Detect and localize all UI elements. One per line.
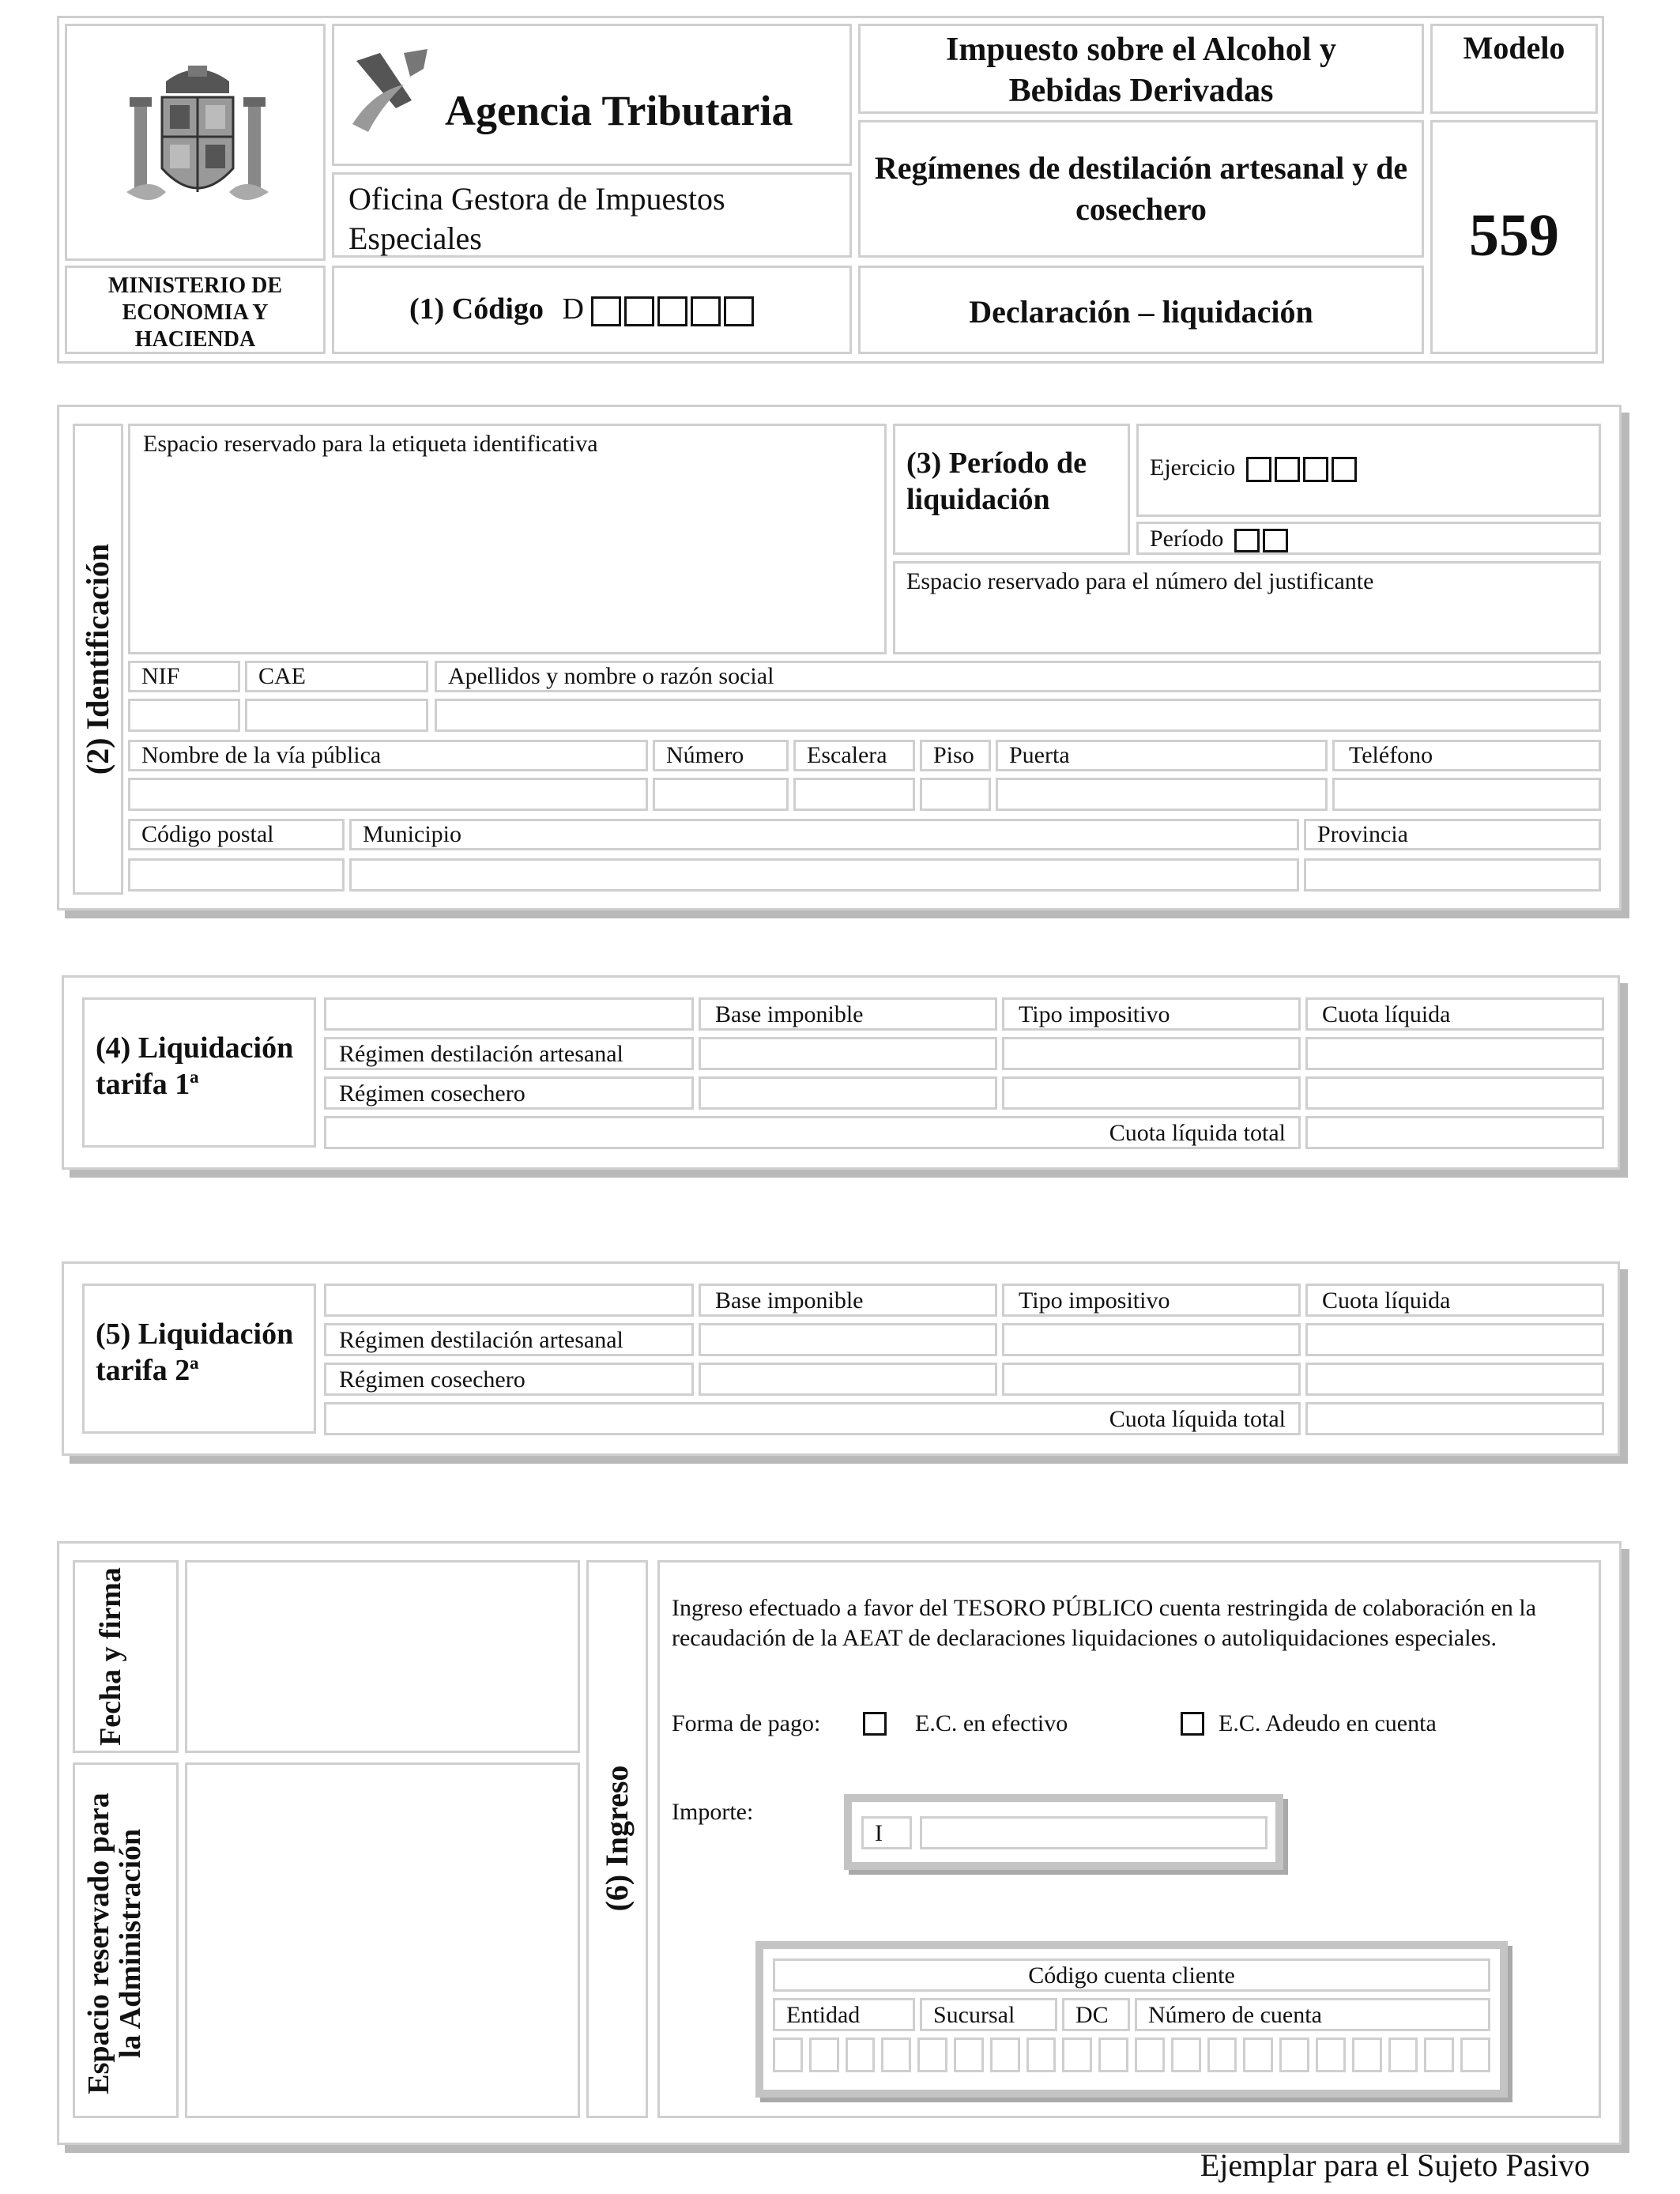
regime-cell (858, 120, 1424, 258)
ingreso-side-label: (6) Ingreso (599, 1765, 635, 1912)
justificante-space (893, 561, 1601, 654)
province-label-cell (1304, 819, 1601, 850)
efectivo-checkbox[interactable] (863, 1712, 887, 1736)
liq2-tipo-header (1002, 1284, 1301, 1317)
forma-pago-row (672, 1710, 820, 1737)
liq2-total-label: Cuota líquida total (1109, 1406, 1286, 1432)
liq2-blank-header (324, 1284, 694, 1317)
stair-input[interactable] (793, 778, 915, 811)
liq1-total-label: Cuota líquida total (1109, 1120, 1286, 1146)
liq1-row1-cuota[interactable] (1305, 1037, 1604, 1070)
postal-label: Código postal (141, 821, 274, 847)
phone-label: Teléfono (1349, 742, 1433, 768)
adeudo-label: E.C. Adeudo en cuenta (1219, 1710, 1437, 1736)
justificante-label: Espacio reservado para el número del justificante (906, 568, 1374, 594)
sucursal-label-cell (920, 1998, 1057, 2031)
province-label: Provincia (1317, 821, 1408, 847)
entidad-label-cell (773, 1998, 915, 2031)
ccc-digit-box[interactable] (773, 2038, 803, 2072)
doc-type-cell (858, 266, 1424, 354)
liq2-title: (5) Liquidación tarifa 2ª (96, 1318, 294, 1387)
liq2-total-label-cell (324, 1402, 1301, 1435)
liq1-tipo-label: Tipo impositivo (1019, 1001, 1170, 1027)
liq1-base-header (699, 997, 997, 1031)
street-label: Nombre de la vía pública (141, 742, 382, 768)
fecha-firma-label: Fecha y firma (94, 1567, 127, 1746)
liq1-tipo-header (1002, 997, 1301, 1031)
phone-label-cell (1332, 740, 1601, 771)
nif-input[interactable] (128, 699, 240, 732)
liq1-cuota-label: Cuota líquida (1322, 1001, 1451, 1027)
liq2-title-cell (82, 1284, 316, 1434)
ccc-digit-box[interactable] (1026, 2038, 1057, 2072)
cae-label-cell (245, 661, 428, 692)
floor-input[interactable] (920, 778, 991, 811)
modelo-label: Modelo (1463, 30, 1565, 66)
liq1-cuota-header (1305, 997, 1604, 1031)
liq1-row2-base[interactable] (699, 1076, 997, 1110)
number-label: Número (666, 742, 744, 768)
modelo-label-cell (1430, 24, 1598, 114)
identificacion-side-label: (2) Identificación (80, 543, 115, 775)
liq2-row1-label-cell (324, 1323, 694, 1356)
regime-title: Regímenes de destilación artesanal y de cosechero (874, 150, 1408, 227)
municipality-label: Municipio (363, 821, 461, 847)
numero-cuenta-label: Número de cuenta (1148, 2002, 1322, 2028)
liq1-blank-header (324, 997, 694, 1031)
admin-box (185, 1762, 580, 2118)
liq2-row2-base[interactable] (699, 1363, 997, 1396)
ministry-name: MINISTERIO DE ECONOMIA Y HACIENDA (107, 273, 283, 352)
liq2-row2-label-cell (324, 1363, 694, 1396)
doc-type: Declaración – liquidación (969, 294, 1313, 330)
office-name: Oficina Gestora de Impuestos Especiales (348, 181, 725, 256)
ccc-digit-box[interactable] (1352, 2038, 1382, 2072)
liq1-row2-cuota[interactable] (1305, 1076, 1604, 1110)
efectivo-label: E.C. en efectivo (915, 1710, 1068, 1736)
fecha-firma-box[interactable] (185, 1560, 580, 1753)
liq1-row1-label-cell (324, 1037, 694, 1070)
street-label-cell (128, 740, 648, 771)
modelo-number: 559 (1469, 202, 1559, 269)
postal-input[interactable] (128, 858, 345, 892)
liq1-row2-label: Régimen cosechero (339, 1080, 525, 1106)
entidad-label: Entidad (786, 2002, 861, 2028)
name-label-cell (435, 661, 1601, 692)
periodo-cell[interactable] (1136, 522, 1601, 555)
postal-label-cell (128, 819, 345, 850)
dc-label-cell (1062, 1998, 1130, 2031)
floor-label-cell (920, 740, 991, 771)
door-label-cell (996, 740, 1328, 771)
codigo-input-boxes[interactable] (591, 296, 754, 326)
liq1-row1-base[interactable] (699, 1037, 997, 1070)
liq1-row1-tipo[interactable] (1002, 1037, 1301, 1070)
liq1-row2-tipo[interactable] (1002, 1076, 1301, 1110)
door-label: Puerta (1009, 742, 1070, 768)
number-input[interactable] (653, 778, 789, 811)
agency-name: Agencia Tributaria (445, 87, 793, 134)
liq2-total-input[interactable] (1305, 1402, 1604, 1435)
tax-title: Impuesto sobre el Alcohol y Bebidas Derivadas (946, 32, 1336, 109)
importe-input[interactable] (920, 1816, 1268, 1849)
ccc-digit-box[interactable] (1098, 2038, 1128, 2072)
liq2-base-header (699, 1284, 997, 1317)
ccc-digit-box[interactable] (1062, 2038, 1092, 2072)
cae-label: CAE (258, 663, 306, 689)
codigo-prefix: D (562, 292, 584, 326)
codigo-label: (1) Código (409, 292, 544, 326)
agencia-tributaria-logo-icon (348, 45, 435, 140)
importe-prefix: I (875, 1820, 883, 1846)
floor-label: Piso (933, 742, 974, 768)
ccc-title-cell (773, 1958, 1490, 1992)
municipality-input[interactable] (349, 858, 1299, 892)
liq2-row1-base[interactable] (699, 1323, 997, 1356)
ccc-digit-boxes[interactable] (773, 2038, 1490, 2072)
ccc-digit-box[interactable] (1424, 2038, 1454, 2072)
street-input[interactable] (128, 778, 648, 811)
importe-prefix-cell (861, 1816, 912, 1849)
ccc-digit-box[interactable] (990, 2038, 1020, 2072)
ccc-digit-box[interactable] (881, 2038, 911, 2072)
name-input[interactable] (435, 699, 1601, 732)
liq2-row2-label: Régimen cosechero (339, 1367, 525, 1393)
ccc-digit-box[interactable] (1135, 2038, 1165, 2072)
tax-title-cell (858, 24, 1424, 114)
ejercicio-label: Ejercicio (1150, 454, 1236, 481)
etiqueta-space (128, 424, 887, 654)
forma-pago-label: Forma de pago: (672, 1710, 821, 1736)
phone-input[interactable] (1332, 778, 1601, 811)
footer-copy-label: Ejemplar para el Sujeto Pasivo (1200, 2147, 1590, 2183)
ingreso-description: Ingreso efectuado a favor del TESORO PÚBLICO cuenta restringida de colaboración en la recaudación de la AEAT de declaraciones liquidaciones o autoliquidaciones especiales. (672, 1595, 1537, 1651)
periodo-input-boxes[interactable] (1234, 529, 1288, 552)
liq2-row1-cuota[interactable] (1305, 1323, 1604, 1356)
liq2-tipo-label: Tipo impositivo (1019, 1287, 1170, 1314)
ccc-digit-box[interactable] (1171, 2038, 1201, 2072)
ccc-digit-box[interactable] (1243, 2038, 1273, 2072)
liq1-base-label: Base imponible (715, 1001, 864, 1027)
liq2-base-label: Base imponible (715, 1287, 864, 1314)
cae-input[interactable] (245, 699, 428, 732)
liq1-total-input[interactable] (1305, 1116, 1604, 1149)
liq2-row1-label: Régimen destilación artesanal (339, 1327, 623, 1353)
ccc-digit-box[interactable] (917, 2038, 947, 2072)
codigo-cell (332, 266, 852, 354)
periodo-title: (3) Período de liquidación (906, 447, 1087, 516)
liq2-row2-cuota[interactable] (1305, 1363, 1604, 1396)
dc-label: DC (1075, 2002, 1109, 2028)
province-input[interactable] (1304, 858, 1601, 892)
periodo-title-cell (893, 424, 1130, 555)
crest-cell (65, 24, 326, 261)
ccc-digit-box[interactable] (1207, 2038, 1237, 2072)
name-label: Apellidos y nombre o razón social (448, 663, 774, 689)
sucursal-label: Sucursal (933, 2002, 1015, 2028)
ejercicio-input-boxes[interactable] (1246, 457, 1357, 482)
ccc-title: Código cuenta cliente (1028, 1962, 1235, 1989)
liq1-row2-label-cell (324, 1076, 694, 1110)
etiqueta-label: Espacio reservado para la etiqueta identificativa (143, 431, 598, 457)
number-label-cell (653, 740, 789, 771)
ccc-digit-box[interactable] (846, 2038, 876, 2072)
adeudo-checkbox[interactable] (1181, 1712, 1204, 1736)
importe-label: Importe: (672, 1799, 754, 1825)
ccc-digit-box[interactable] (1279, 2038, 1309, 2072)
agency-cell (332, 24, 852, 166)
office-cell (332, 172, 852, 258)
spanish-coat-of-arms-icon (119, 58, 277, 224)
stair-label-cell (793, 740, 915, 771)
liq2-cuota-header (1305, 1284, 1604, 1317)
liq2-row2-tipo[interactable] (1002, 1363, 1301, 1396)
liq2-row1-tipo[interactable] (1002, 1323, 1301, 1356)
door-input[interactable] (996, 778, 1328, 811)
ccc-digit-box[interactable] (954, 2038, 984, 2072)
liq1-title-cell (82, 997, 316, 1148)
ccc-digit-box[interactable] (1460, 2038, 1490, 2072)
ccc-digit-box[interactable] (809, 2038, 839, 2072)
liq2-cuota-label: Cuota líquida (1322, 1287, 1451, 1314)
stair-label: Escalera (807, 742, 887, 768)
admin-space-label: Espacio reservado para la Administración (82, 1793, 147, 2094)
ccc-digit-box[interactable] (1388, 2038, 1418, 2072)
ministry-cell (65, 266, 326, 354)
modelo-number-cell (1430, 120, 1598, 354)
liq1-title: (4) Liquidación tarifa 1ª (96, 1031, 294, 1101)
ccc-digit-box[interactable] (1316, 2038, 1346, 2072)
ejercicio-cell[interactable] (1136, 424, 1601, 517)
periodo-label: Período (1150, 526, 1224, 552)
numero-cuenta-label-cell (1135, 1998, 1490, 2031)
nif-label: NIF (141, 663, 180, 689)
liq1-total-label-cell (324, 1116, 1301, 1149)
liq1-row1-label: Régimen destilación artesanal (339, 1041, 623, 1067)
nif-label-cell (128, 661, 240, 692)
municipality-label-cell (349, 819, 1299, 850)
